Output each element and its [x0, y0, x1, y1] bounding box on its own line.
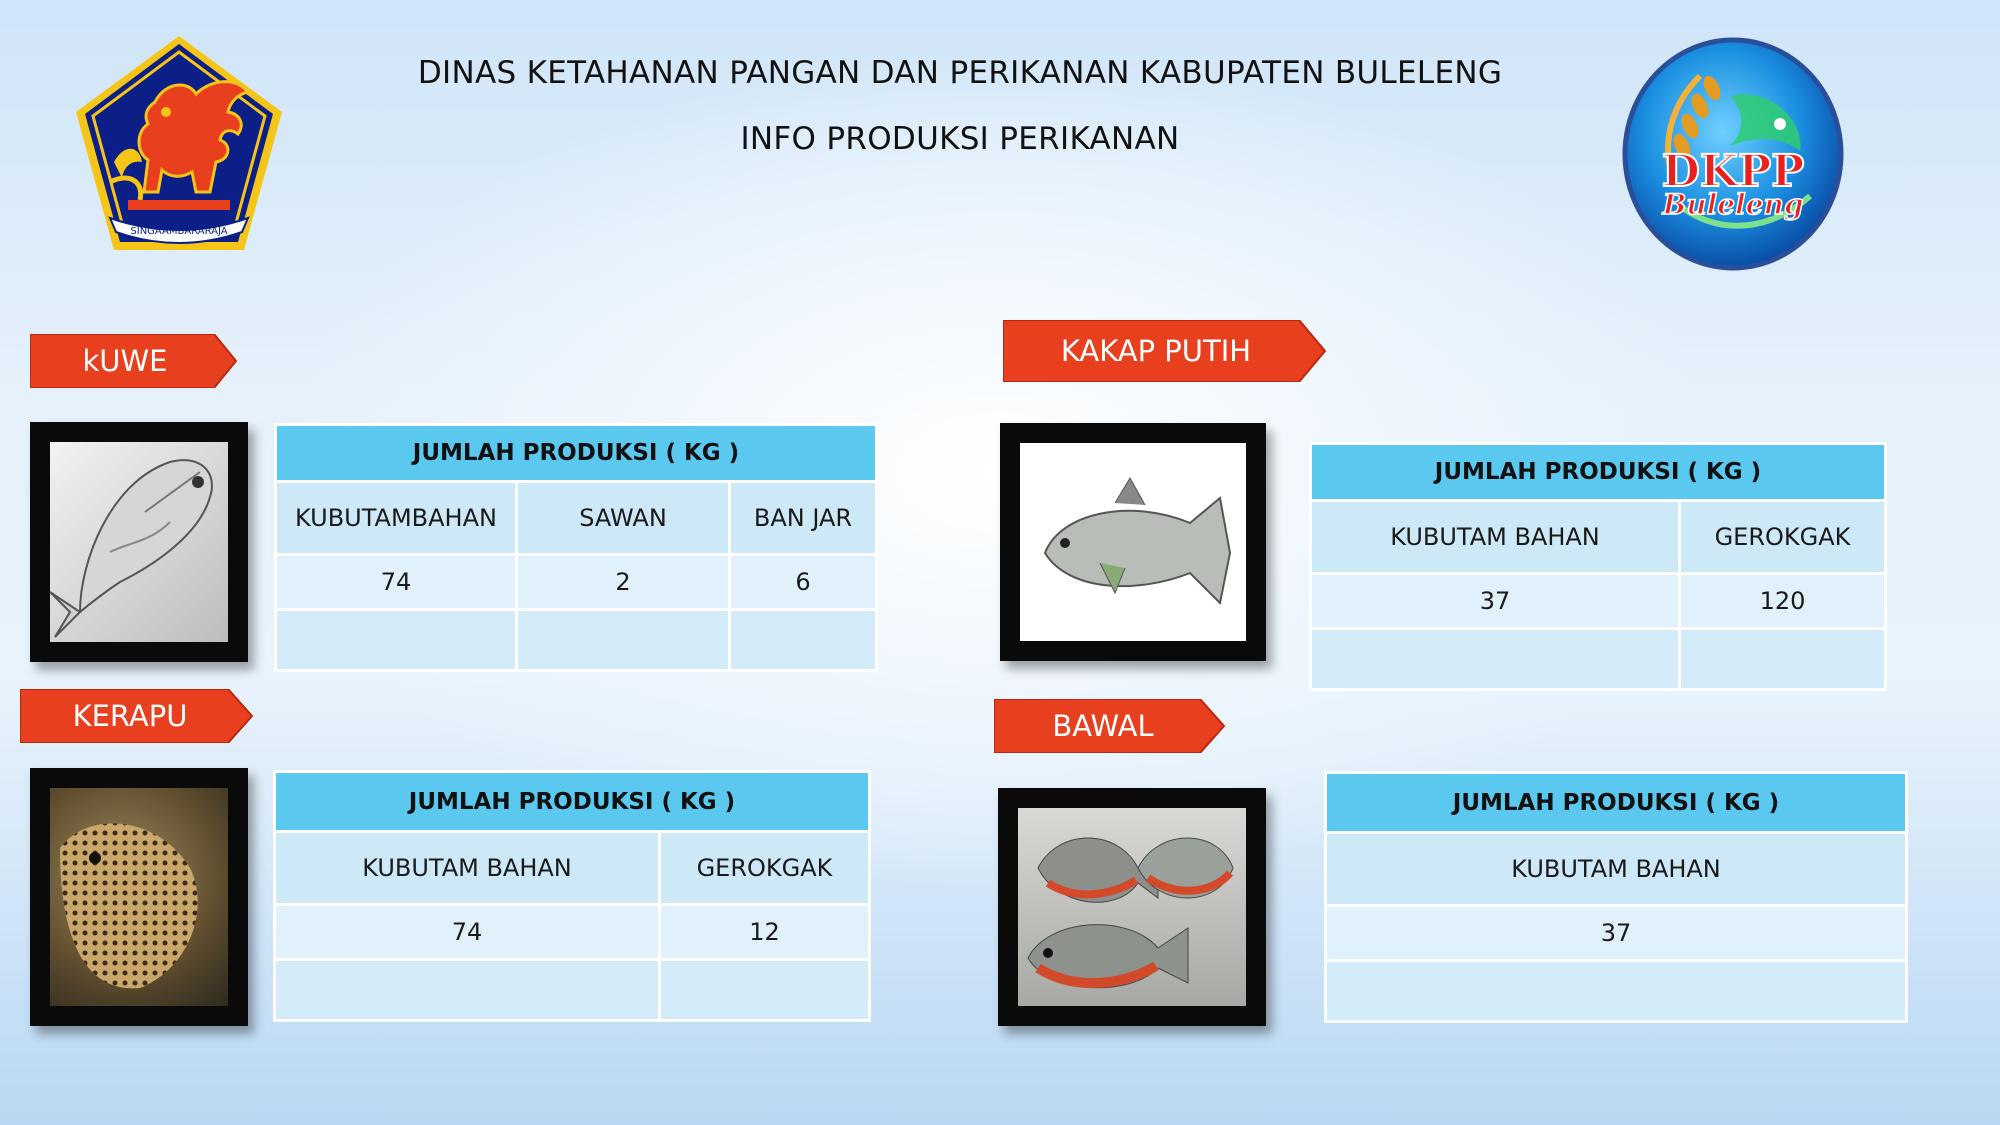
bawal-production-table — [1324, 771, 1908, 1023]
page-subtitle: INFO PRODUKSI PERIKANAN — [740, 121, 1180, 157]
tag-kakap-putih-label: KAKAP PUTIH — [1060, 334, 1252, 368]
kakap-image-frame — [1000, 423, 1266, 661]
table-cell: 37 — [1326, 906, 1907, 961]
empty-cell — [1326, 961, 1907, 1022]
table-title: JUMLAH PRODUKSI ( KG ) — [275, 772, 870, 832]
table-cell: 120 — [1680, 574, 1886, 629]
tag-kuwe-label: kUWE — [82, 344, 168, 378]
bawal-image-frame — [998, 788, 1266, 1026]
kakap-fish-image — [1020, 443, 1246, 641]
kakap-production-table — [1309, 442, 1887, 691]
column-header: SAWAN — [517, 482, 730, 555]
kuwe-fish-image — [50, 442, 228, 642]
kerapu-fish-image — [50, 788, 228, 1006]
column-header: KUBUTAMBAHAN — [276, 482, 517, 555]
dkpp-logo — [1620, 36, 1846, 272]
empty-cell — [276, 610, 517, 671]
empty-cell — [275, 960, 660, 1021]
tag-kakap-putih — [1003, 320, 1327, 374]
table-title: JUMLAH PRODUKSI ( KG ) — [1311, 444, 1886, 501]
column-header: GEROKGAK — [660, 832, 870, 905]
table-cell: 74 — [276, 555, 517, 610]
empty-cell — [660, 960, 870, 1021]
table-cell: 6 — [730, 555, 877, 610]
tag-kuwe — [30, 334, 238, 388]
column-header: KUBUTAM BAHAN — [1311, 501, 1680, 574]
column-header: KUBUTAM BAHAN — [275, 832, 660, 905]
empty-cell — [730, 610, 877, 671]
table-title: JUMLAH PRODUKSI ( KG ) — [1326, 773, 1907, 833]
bawal-fish-image — [1018, 808, 1246, 1006]
emblem-motto: SINGAAMBARARAJA — [130, 226, 228, 237]
column-header: BAN JAR — [730, 482, 877, 555]
tag-bawal-label: BAWAL — [1052, 709, 1154, 743]
empty-cell — [1680, 629, 1886, 690]
buleleng-emblem-logo — [70, 32, 288, 256]
tag-bawal — [994, 699, 1226, 753]
column-header: GEROKGAK — [1680, 501, 1886, 574]
table-title: JUMLAH PRODUKSI ( KG ) — [276, 425, 877, 482]
kuwe-image-frame — [30, 422, 248, 662]
table-cell: 2 — [517, 555, 730, 610]
tag-kerapu-label: KERAPU — [72, 699, 188, 733]
kuwe-production-table — [274, 423, 878, 672]
empty-cell — [1311, 629, 1680, 690]
kerapu-production-table — [273, 770, 871, 1022]
column-header: KUBUTAM BAHAN — [1326, 833, 1907, 906]
empty-cell — [517, 610, 730, 671]
table-cell: 37 — [1311, 574, 1680, 629]
table-cell: 74 — [275, 905, 660, 960]
dkpp-logo-text: DKPP — [1661, 146, 1805, 197]
table-cell: 12 — [660, 905, 870, 960]
page-title: DINAS KETAHANAN PANGAN DAN PERIKANAN KABUPATEN BULELENG — [417, 55, 1503, 91]
kerapu-image-frame — [30, 768, 248, 1026]
tag-kerapu — [20, 689, 254, 743]
dkpp-logo-subtext: Buleleng — [1662, 188, 1804, 221]
